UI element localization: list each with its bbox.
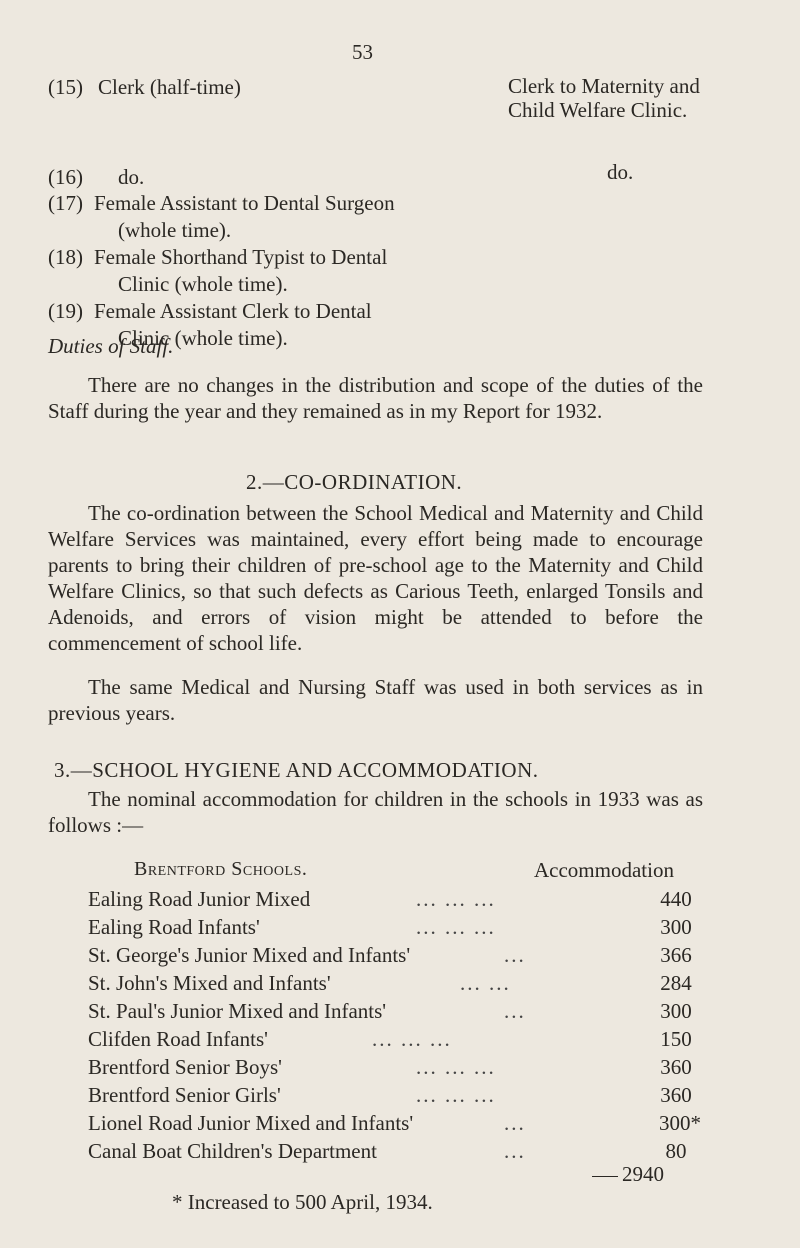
right-column-ditto: do. [607,160,634,184]
accommodation-value: 150 [660,1027,692,1051]
school-name: Canal Boat Children's Department [88,1139,377,1163]
school-name: Brentford Senior Girls' [88,1083,281,1107]
hygiene-heading: 3.—SCHOOL HYGIENE AND ACCOMMODATION. [54,758,539,782]
school-name: Clifden Road Infants' [88,1027,268,1051]
hygiene-intro: The nominal accommodation for children in the schools in 1933 was as follows :— [48,787,703,837]
school-name: St. Paul's Junior Mixed and Infants' [88,999,387,1023]
staff-item-number: (16) [48,165,83,189]
leader-dots: ... ... ... [416,1055,496,1079]
table-row [88,970,692,996]
accommodation-value: 366 [660,943,692,967]
accommodation-value: 284 [660,971,692,995]
accommodation-value: 360 [660,1083,692,1107]
accommodation-value: 300 [660,915,692,939]
leader-dots: ... ... ... [416,1083,496,1107]
coordination-heading: 2.—CO-ORDINATION. [246,470,463,494]
staff-item-text-cont: Clinic (whole time). [118,326,288,350]
school-name: St. George's Junior Mixed and Infants' [88,943,411,967]
staff-item-number: (17) [48,191,83,215]
table-row [88,1082,692,1108]
leader-dots: ... ... [460,971,511,995]
staff-item-text: Female Assistant Clerk to Dental [94,299,372,323]
school-name: Ealing Road Infants' [88,915,260,939]
staff-item-number: (19) [48,299,83,323]
leader-dots: ... [504,943,526,967]
accommodation-total: 2940 [622,1162,664,1186]
duties-heading: Duties of Staff. [48,334,174,358]
total-dash [592,1176,618,1177]
table-row [88,1110,701,1136]
accommodation-value: 440 [660,887,692,911]
accommodation-value: 360 [660,1055,692,1079]
leader-dots: ... [504,999,526,1023]
right-column-text: Clerk to Maternity and Child Welfare Clinic. [508,74,700,122]
school-name: Brentford Senior Boys' [88,1055,282,1079]
staff-item-text: Female Assistant to Dental Surgeon [94,191,395,215]
duties-paragraph: There are no changes in the distribution and scope of the duties of the Staff during the year and they remained as in my Report for 1932. [48,373,703,423]
staff-item-number: (18) [48,245,83,269]
leader-dots: ... [504,1139,526,1163]
table-row [88,942,692,968]
footnote: * Increased to 500 April, 1934. [172,1190,433,1214]
staff-item-number: (15) [48,75,83,99]
table-row [88,1026,692,1052]
accommodation-value: 300* [659,1111,701,1135]
table-row [88,914,692,940]
staff-item-text-cont: Clinic (whole time). [118,272,288,296]
table-header-accommodation: Accommodation [534,858,674,882]
school-name: Ealing Road Junior Mixed [88,887,311,911]
page-number: 53 [352,40,373,64]
accommodation-value: 300 [660,999,692,1023]
school-name: Lionel Road Junior Mixed and Infants' [88,1111,414,1135]
staff-item-text-cont: (whole time). [118,218,232,242]
table-header-school: Brentford Schools. [134,858,308,880]
leader-dots: ... ... ... [416,887,496,911]
coordination-paragraph-2: The same Medical and Nursing Staff was used in both services as in previous years. [48,675,703,725]
staff-item-text: Clerk (half-time) [98,75,241,99]
staff-item-text: Female Shorthand Typist to Dental [94,245,388,269]
leader-dots: ... [504,1111,526,1135]
staff-item-text: do. [118,165,145,189]
accommodation-value: 80 [665,1139,687,1163]
table-row [88,886,692,912]
table-row [88,998,692,1024]
coordination-paragraph-1: The co-ordination between the School Medical and Maternity and Child Welfare Services was maintained, every effort being made to encourage parents to bring their children of pre-school age to the Maternity and Child Welfare Clinics, so that such defects as Carious Teeth, enlarged Tonsils and Adenoids, and errors of vision might be attended to before the commencement of school life. [48,501,703,655]
leader-dots: ... ... ... [416,915,496,939]
school-name: St. John's Mixed and Infants' [88,971,331,995]
leader-dots: ... ... ... [372,1027,452,1051]
table-row [88,1138,688,1164]
table-row [88,1054,692,1080]
